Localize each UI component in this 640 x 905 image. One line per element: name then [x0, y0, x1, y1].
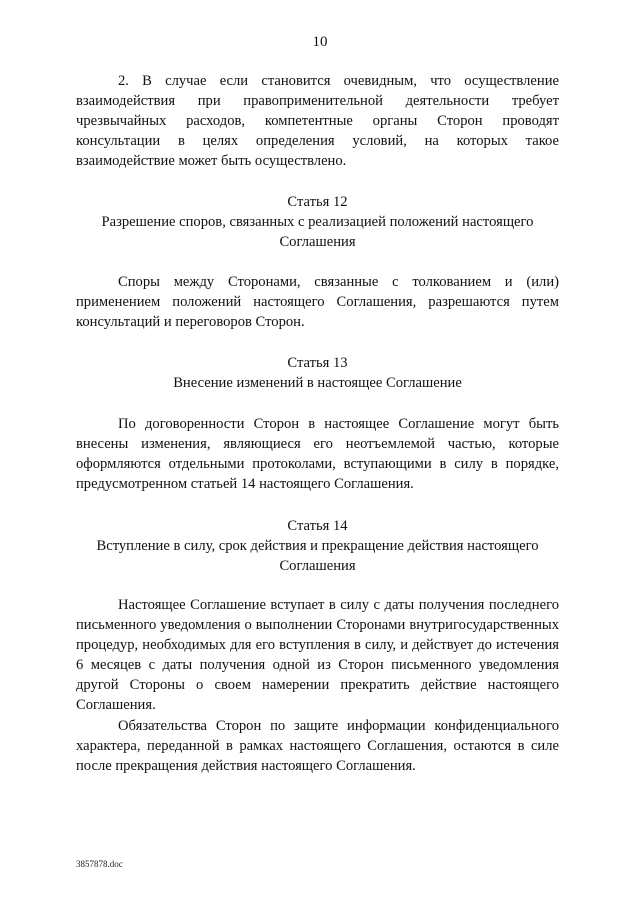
article-13-title: Внесение изменений в настоящее Соглашение — [173, 375, 462, 391]
article-13-heading — [76, 353, 559, 393]
article-13-number: Статья 13 — [287, 355, 348, 371]
document-body — [76, 71, 559, 776]
article-14-heading — [76, 516, 559, 576]
paragraph-entry-into-force: Настоящее Соглашение вступает в силу с даты получения последнего письменного уведомления о выполнении Сторонами внутригосударственных процедур, необходимых для его вступления в силу, и действует до истечения 6 месяцев с даты получения одной из Сторон письменного уведомления другой Стороны о своем намерении прекратить действие настоящего Соглашения. — [76, 597, 559, 713]
paragraph-amendments: По договоренности Сторон в настоящее Соглашение могут быть внесены изменения, являющиеся его неотъемлемой частью, которые оформляются отдельными протоколами, вступающими в силу в порядке, предусмотренном статьей 14 настоящего Соглашения. — [76, 416, 559, 492]
article-12-number: Статья 12 — [287, 194, 348, 210]
page-number: 10 — [312, 34, 328, 50]
article-14-number: Статья 14 — [287, 518, 348, 534]
paragraph-confidentiality: Обязательства Сторон по защите информации конфиденциального характера, переданной в рамках настоящего Соглашения, остаются в силе после прекращения действия настоящего Соглашения. — [76, 718, 559, 774]
article-14-title: Вступление в силу, срок действия и прекращение действия настоящего Соглашения — [96, 538, 539, 574]
article-12-heading — [76, 192, 559, 252]
paragraph-interaction-expenses: 2. В случае если становится очевидным, что осуществление взаимодействия при правоприменительной деятельности требует чрезвычайных расходов, компетентные органы Сторон проводят консультации в целях определения условий, на которых такое взаимодействие может быть осуществлено. — [76, 73, 559, 169]
paragraph-disputes: Споры между Сторонами, связанные с толкованием и (или) применением положений настоящего Соглашения, разрешаются путем консультаций и переговоров Сторон. — [76, 274, 559, 330]
file-name-footer: 3857878.doc — [76, 859, 123, 869]
article-12-title: Разрешение споров, связанных с реализацией положений настоящего Соглашения — [101, 214, 534, 250]
